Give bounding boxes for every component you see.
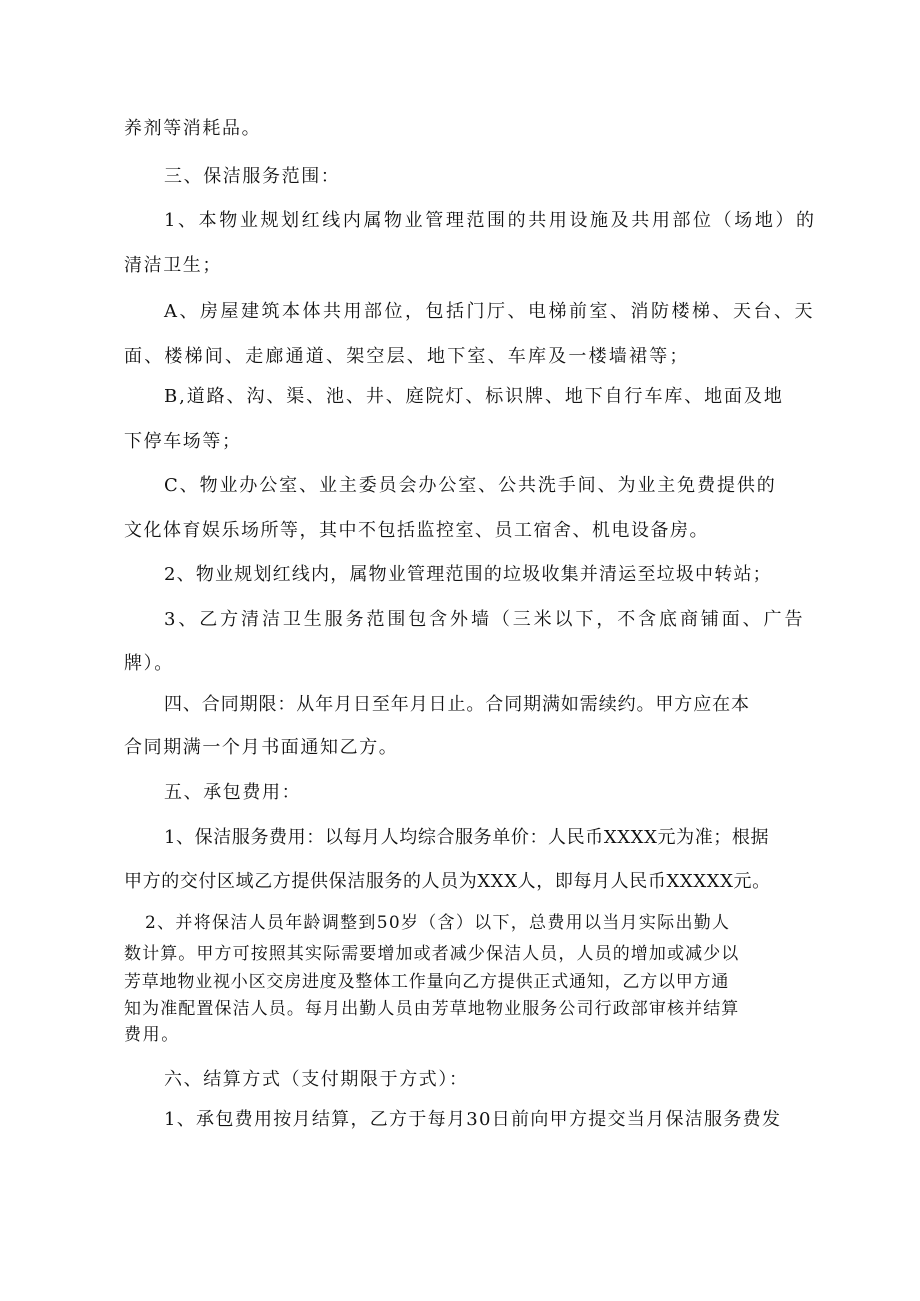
text-line: 甲方的交付区域乙方提供保洁服务的人员为XXX人，即每月人民币XXXXX元。 (124, 871, 771, 892)
text-line: 面、楼梯间、走廊通道、架空层、地下室、车库及一楼墙裙等； (124, 346, 690, 367)
text-line: 合同期满一个月书面通知乙方。 (124, 737, 399, 758)
text-line: 费用。 (124, 1025, 180, 1045)
text-line: 养剂等消耗品。 (124, 118, 262, 139)
section-heading: 五、承包费用： (164, 782, 302, 803)
section-heading: 四、合同期限：从年月日至年月日止。合同期满如需续约。甲方应在本 (164, 694, 750, 715)
section-heading: 六、结算方式（支付期限于方式）： (164, 1069, 469, 1090)
text-line: 牌）。 (124, 653, 174, 674)
text-line: 2、并将保洁人员年龄调整到50岁（含）以下，总费用以当月实际出勤人 (145, 913, 731, 933)
text-line: C、物业办公室、业主委员会办公室、公共洗手间、为业主免费提供的 (164, 475, 777, 496)
text-line: 1、承包费用按月结算，乙方于每月30日前向甲方提交当月保洁服务费发 (164, 1109, 782, 1130)
text-line: B,道路、沟、渠、池、井、庭院灯、标识牌、地下自行车库、地面及地 (164, 386, 784, 407)
text-line: 2、物业规划红线内，属物业管理范围的垃圾收集并清运至垃圾中转站； (164, 564, 772, 585)
section-heading: 三、保洁服务范围： (164, 166, 341, 187)
text-line: 知为准配置保洁人员。每月出勤人员由芳草地物业服务公司行政部审核并结算 (124, 999, 740, 1019)
text-line: 芳草地物业视小区交房进度及整体工作量向乙方提供正式通知，乙方以甲方通 (124, 972, 730, 992)
text-line: 1、本物业规划红线内属物业管理范围的共用设施及共用部位（场地）的 (164, 210, 817, 231)
text-line: 清洁卫生； (124, 255, 222, 276)
text-line: 3、乙方清洁卫生服务范围包含外墙（三米以下，不含底商铺面、广告 (164, 609, 806, 630)
text-line: 下停车场等； (124, 431, 242, 452)
text-line: 1、保洁服务费用：以每月人均综合服务单价：人民币XXXX元为准；根据 (164, 827, 770, 848)
text-line: 数计算。甲方可按照其实际需要增加或者减少保洁人员，人员的增加或减少以 (124, 944, 740, 964)
text-line: A、房屋建筑本体共用部位，包括门厅、电梯前室、消防楼梯、天台、天 (164, 301, 815, 322)
text-line: 文化体育娱乐场所等，其中不包括监控室、员工宿舍、机电设备房。 (124, 520, 709, 541)
